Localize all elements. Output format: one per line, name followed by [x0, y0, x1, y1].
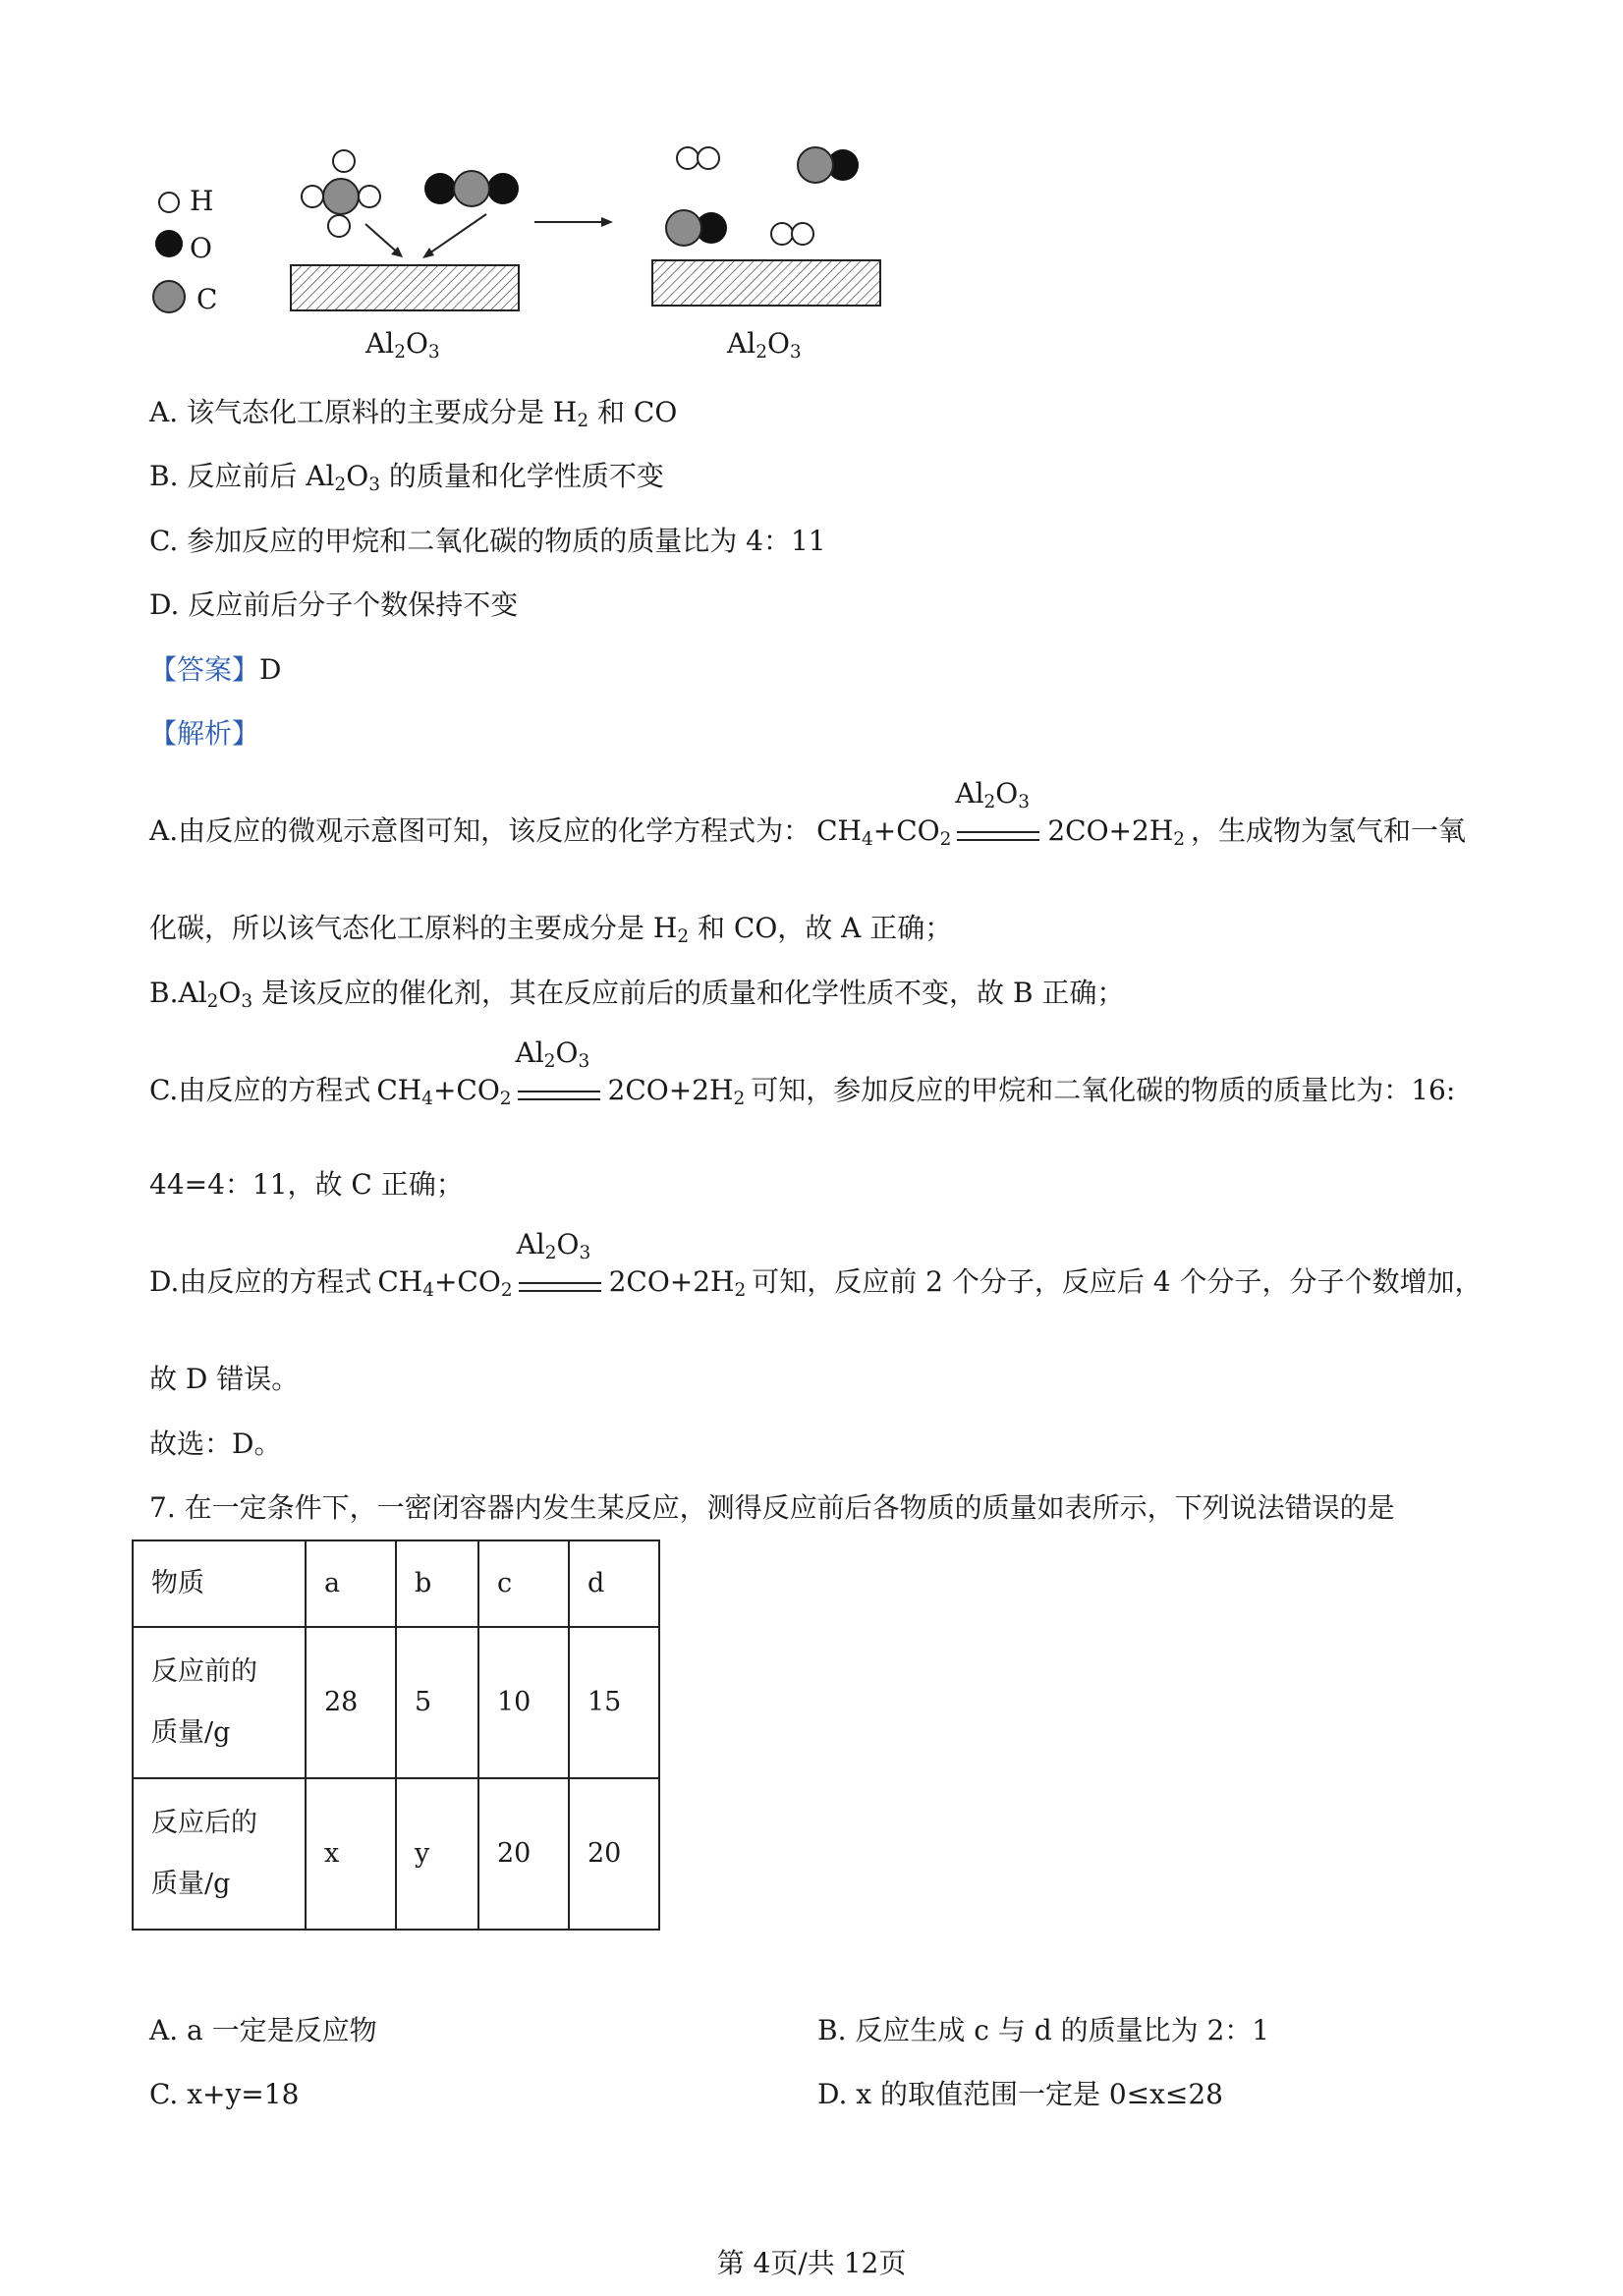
legend-o: [155, 230, 183, 257]
table-header-cell: d: [569, 1540, 659, 1627]
q7-option-c: C. x+y=18: [149, 2078, 300, 2110]
q7-stem: 7. 在一定条件下，一密闭容器内发生某反应，测得反应前后各物质的质量如表所示，下列说法错误的是: [149, 1491, 1395, 1524]
co2-molecule: [424, 171, 519, 206]
answer-value: D: [259, 653, 282, 686]
q7-option-b: B. 反应生成 c 与 d 的质量比为 2：1: [817, 2014, 1270, 2046]
q6-option-a: A. 该气态化工原料的主要成分是 $H_2$ 和 CO: [149, 396, 678, 432]
page-footer: 第 4页/共 12页: [716, 2247, 907, 2279]
table-header-cell: b: [396, 1540, 478, 1627]
table-cell: 20: [569, 1778, 659, 1930]
co-molecule-bottom: [666, 210, 727, 246]
methane-molecule: [302, 150, 380, 237]
h2-molecule-top: [677, 147, 719, 169]
q6-option-d: D. 反应前后分子个数保持不变: [149, 588, 519, 621]
catalyst-block-left: [291, 265, 519, 310]
analysis-a: A.由反应的微观示意图可知，该反应的化学方程式为： $CH_4+CO_2$ $Al_2O_3$ $2CO+2H_2$ ，生成物为氢气和一氧: [149, 812, 1466, 853]
catalyst-block-right: [652, 260, 880, 306]
analysis-c-cont: 44=4：11，故 C 正确；: [149, 1168, 464, 1201]
analysis-c: C.由反应的方程式 $CH_4+CO_2$ $Al_2O_3$ $2CO+2H_2$ 可知，参加反应的甲烷和二氧化碳的物质的质量比为：16:: [149, 1071, 1455, 1112]
table-cell: 5: [396, 1627, 478, 1778]
analysis-d: D.由反应的方程式 $CH_4+CO_2$ $Al_2O_3$ $2CO+2H_2$ 可知，反应前 2 个分子，反应后 4 个分子，分子个数增加，: [149, 1262, 1482, 1304]
table-cell: 28: [306, 1627, 396, 1778]
q7-option-a: A. a 一定是反应物: [149, 2014, 377, 2046]
arrow-co2: [426, 214, 486, 255]
table-cell: 20: [478, 1778, 569, 1930]
table-row-label: 反应前的 质量/g: [133, 1627, 306, 1778]
analysis-b: $B.Al_2O_3$ 是该反应的催化剂，其在反应前后的质量和化学性质不变，故 B 正确；: [149, 977, 1125, 1013]
answer-line: [149, 650, 281, 690]
legend-label-h: H: [190, 185, 214, 217]
table-cell: 15: [569, 1627, 659, 1778]
catalyst-label-left: $Al_2O_3$: [365, 327, 440, 364]
table-header-cell: c: [478, 1540, 569, 1627]
answer-label: 【答案】: [149, 653, 260, 686]
q7-table: [132, 1540, 660, 1931]
legend-label-c: C: [196, 283, 218, 315]
analysis-a-cont: 化碳，所以该气态化工原料的主要成分是 $H_2$ 和 CO，故 A 正确；: [149, 912, 953, 948]
table-row: [133, 1540, 659, 1627]
table-row: [133, 1627, 659, 1778]
equation-c: $CH_4+CO_2$ $Al_2O_3$ $2CO+2H_2$: [376, 1036, 746, 1110]
h2-molecule-bottom: [771, 223, 813, 245]
table-header-cell: a: [306, 1540, 396, 1627]
table-cell: y: [396, 1778, 478, 1930]
q7-option-d: D. x 的取值范围一定是 0≤x≤28: [817, 2078, 1224, 2110]
analysis-d-cont: 故 D 错误。: [149, 1363, 300, 1395]
table-cell: 10: [478, 1627, 569, 1778]
legend-h: [159, 193, 179, 212]
analysis-label: 【解析】: [149, 717, 260, 750]
q6-option-b: B. 反应前后 $Al_2O_3$ 的质量和化学性质不变: [149, 460, 664, 496]
co-molecule-top: [798, 147, 859, 183]
legend-label-o: O: [190, 232, 212, 264]
q6-option-c: C. 参加反应的甲烷和二氧化碳的物质的质量比为 4：11: [149, 525, 826, 557]
catalyst-label-right: $Al_2O_3$: [727, 327, 802, 364]
equation-d: $CH_4+CO_2$ $Al_2O_3$ $2CO+2H_2$: [377, 1227, 747, 1302]
table-cell: x: [306, 1778, 396, 1930]
analysis-choice: 故选：D。: [149, 1428, 282, 1460]
equation-a: $CH_4+CO_2$ $Al_2O_3$ $2CO+2H_2$: [816, 776, 1185, 851]
table-row-label: 反应后的 质量/g: [133, 1778, 306, 1930]
legend-c: [153, 281, 185, 312]
table-row: [133, 1778, 659, 1930]
table-header-cell: 物质: [133, 1540, 306, 1627]
